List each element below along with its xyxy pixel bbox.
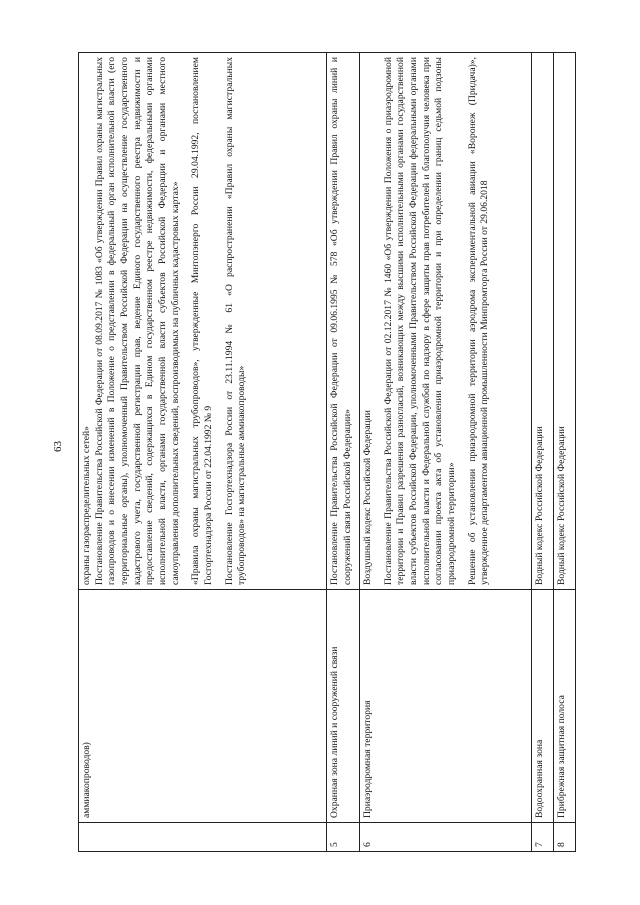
document-text: Постановление Правительства Российской Федерации от 09.06.1995 № 578 «Об утверждении Правил охраны линий и сооружений связи Российской Федерации» [329, 57, 353, 585]
legal-documents [360, 53, 532, 590]
row-number: 7 [532, 823, 554, 852]
zone-name: Водоохранная зона [532, 590, 554, 823]
row-number [79, 823, 327, 852]
document-text: Постановление Правительства Российской Федерации от 02.12.2017 № 1460 «Об утверждении Положения о приаэродромной территории и Правил разрешения разногласий, возникающих между высшими исполнительными органами государственной власти субъектов Российской Федерации, уполномоченными Правительством Российской Федерации федеральными органами исполнительной власти и Федеральной службой по надзору в сфере защиты прав потребителей и благополучия человека при согласовании проекта акта об установлении приаэродромной территории и при определении границ седьмой подзоны приаэродромной территории» [382, 57, 457, 585]
zone-name: Приаэродромная территория [360, 590, 532, 823]
document-text: Воздушный кодекс Российской Федерации [362, 410, 373, 585]
legal-documents [554, 53, 576, 590]
document-text: охраны газораспределительных сетей» [81, 426, 92, 585]
document-text: Решение об установлении приаэродромной территории аэродрома экспериментальной авиации «Воронеж (Придача)», утвержденное департаментом авиационной промышленности Минпромторга России от 29.06.2018 [466, 57, 491, 585]
row-number: 6 [360, 823, 532, 852]
page-number: 63 [52, 441, 64, 452]
zones-table [78, 52, 576, 852]
document-text: «Правила охраны магистральных трубопроводов», утвержденные Минтопэнерго России 29.04.1992, постановлением Госгортехнадзора России от 22.04.1992 № 9 [190, 57, 214, 585]
document-sheet [78, 52, 578, 852]
document-text: Водный кодекс Российской Федерации [534, 426, 545, 585]
zone-name: Охранная зона линий и сооружений связи [327, 590, 360, 823]
legal-documents [327, 53, 360, 590]
table-row [79, 53, 327, 852]
zone-name: аммиакопроводов) [79, 590, 327, 823]
table-row [554, 53, 576, 852]
legal-documents [532, 53, 554, 590]
table-row [327, 53, 360, 852]
zone-name: Прибрежная защитная полоса [554, 590, 576, 823]
table-row [532, 53, 554, 852]
table-row [360, 53, 532, 852]
document-text: Постановление Правительства Российской Федерации от 08.09.2017 № 1083 «Об утверждении Правил охраны магистральных газопроводов и о внесении изменений в Положение о представлении в федеральный орган исполнительной власти (его территориальные органы), уполномоченный Правительством Российской Федерации на осуществление государственного кадастрового учета, государственной регистрации прав, ведение Единого государственного реестра недвижимости и предоставление сведений, содержащихся в Едином государственном реестре недвижимости, федеральными органами исполнительной власти, органами государственной власти субъектов Российской Федерации и органами местного самоуправления дополнительных сведений, воспроизводимых на публичных кадастровых картах» [93, 57, 181, 585]
row-number: 8 [554, 823, 576, 852]
legal-documents [79, 53, 327, 590]
document-text: Водный кодекс Российской Федерации [556, 426, 567, 585]
row-number: 5 [327, 823, 360, 852]
document-text: Постановление Госгортехнадзора России от 23.11.1994 № 61 «О распространении «Правил охраны магистральных трубопроводов» на магистральные аммиакопроводы» [223, 57, 248, 585]
